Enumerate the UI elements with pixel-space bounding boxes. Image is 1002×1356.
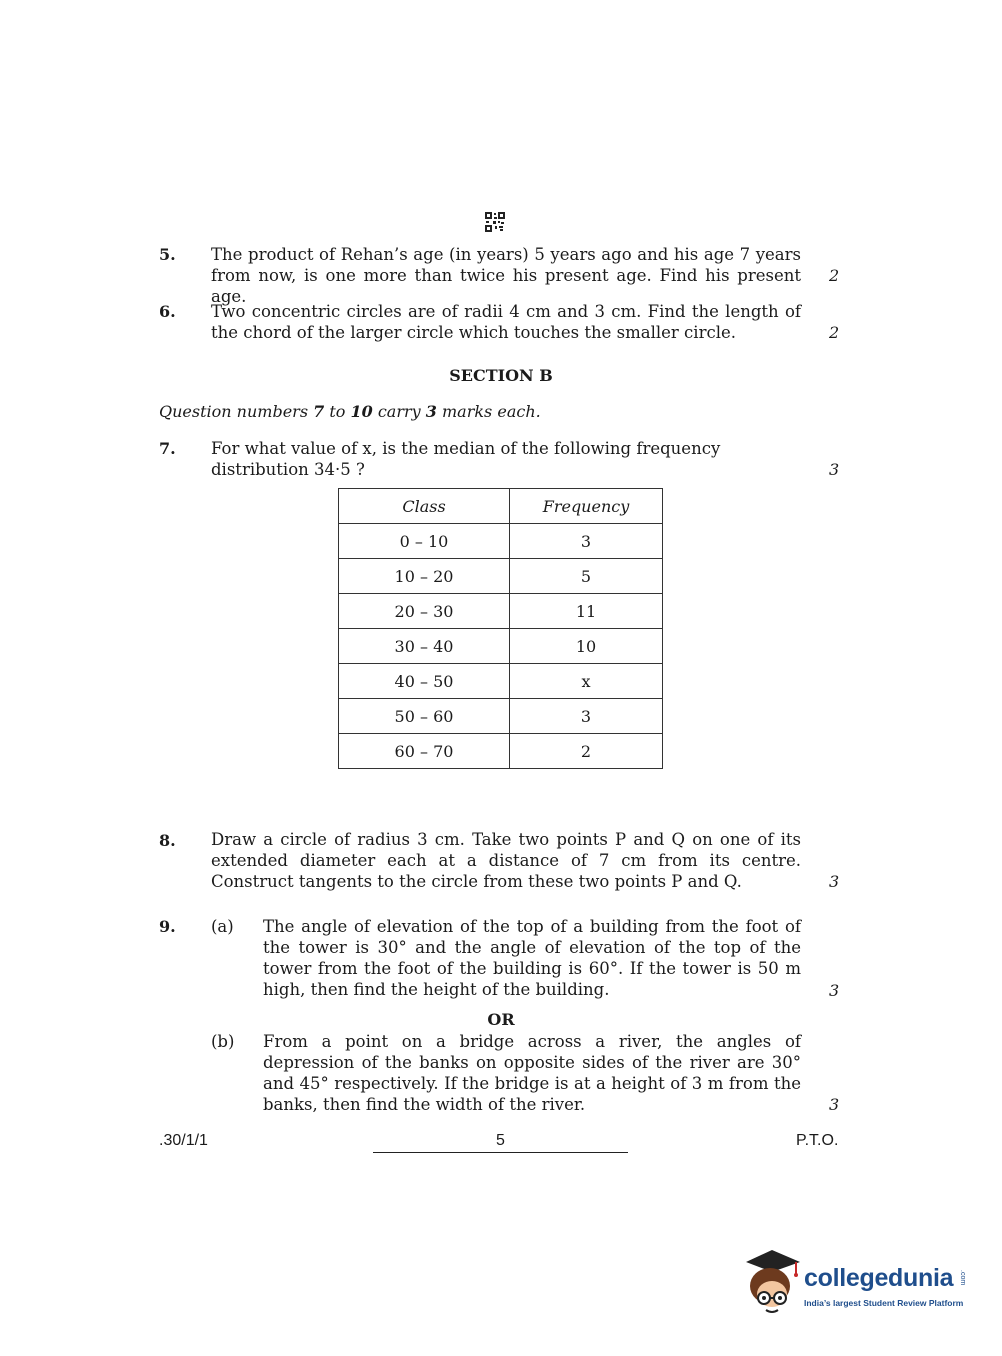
frequency-cell: 2 [510,734,663,769]
frequency-cell: 11 [510,594,663,629]
question-9a-text: The angle of elevation of the top of a building from the foot of the tower is 30° and the angle of elevation of the top of the tower from the foot of the building is 60°. If the tower is 50 m high, then find the height of the building. [263,917,801,999]
class-cell: 50 – 60 [339,699,510,734]
frequency-cell: 10 [510,629,663,664]
question-9b-text: From a point on a bridge across a river, the angles of depression of the banks on opposite sides of the river are 30° and 45° respectively. If the bridge is at a height of 3 m from the banks, then find the width of the river. [263,1032,801,1114]
frequency-cell: 5 [510,559,663,594]
class-cell: 40 – 50 [339,664,510,699]
question-8-number: 8. [159,831,176,850]
section-title: SECTION B [449,366,553,385]
question-9b-label: (b) [211,1032,235,1051]
question-5-number: 5. [159,245,176,264]
page-number: 5 [496,1132,505,1149]
table-header-row [339,489,663,524]
table-row [339,734,663,769]
table-row [339,559,663,594]
section-instruction: Question numbers 7 to 10 carry 3 marks each. [159,402,541,421]
question-8-text: Draw a circle of radius 3 cm. Take two points P and Q on one of its extended diameter each at a distance of 7 cm from its centre. Construct tangents to the circle from these two points P and Q. [211,830,801,891]
class-cell: 20 – 30 [339,594,510,629]
collegedunia-logo [742,1248,972,1320]
frequency-cell: 3 [510,699,663,734]
paper-code: .30/1/1 [159,1132,208,1149]
page-number-underline [373,1152,628,1153]
table-row [339,664,663,699]
pto-label: P.T.O. [796,1132,839,1149]
question-9-number: 9. [159,917,176,936]
question-9b-marks: 3 [829,1095,840,1114]
header-class: Class [339,489,510,524]
or-separator: OR [487,1010,515,1029]
question-5-marks: 2 [829,266,840,285]
logo-wordmark: collegedunia [804,1264,954,1292]
question-6-text: Two concentric circles are of radii 4 cm and 3 cm. Find the length of the chord of the larger circle which touches the smaller circle. [211,302,801,342]
logo-tld: .com [959,1270,966,1286]
table-row [339,629,663,664]
class-cell: 0 – 10 [339,524,510,559]
table-row [339,524,663,559]
question-8-marks: 3 [829,872,840,891]
qr-code-icon [485,212,505,232]
header-frequency: Frequency [510,489,663,524]
question-7-number: 7. [159,439,176,458]
table-row [339,699,663,734]
class-cell: 10 – 20 [339,559,510,594]
question-6-marks: 2 [829,323,840,342]
question-9a-label: (a) [211,917,234,936]
frequency-cell: 3 [510,524,663,559]
question-9a-marks: 3 [829,981,840,1000]
class-cell: 60 – 70 [339,734,510,769]
frequency-cell: x [510,664,663,699]
question-5-text: The product of Rehan’s age (in years) 5 years ago and his age 7 years from now, is one more than twice his present age. Find his present age. [211,245,801,306]
logo-tagline: India’s largest Student Review Platform [804,1298,964,1308]
question-6-number: 6. [159,302,176,321]
mascot-icon [742,1248,802,1320]
class-cell: 30 – 40 [339,629,510,664]
table-row [339,594,663,629]
frequency-table [338,488,663,769]
question-7-marks: 3 [829,460,840,479]
question-7-text: For what value of x, is the median of the following frequency distribution 34·5 ? [211,439,721,479]
